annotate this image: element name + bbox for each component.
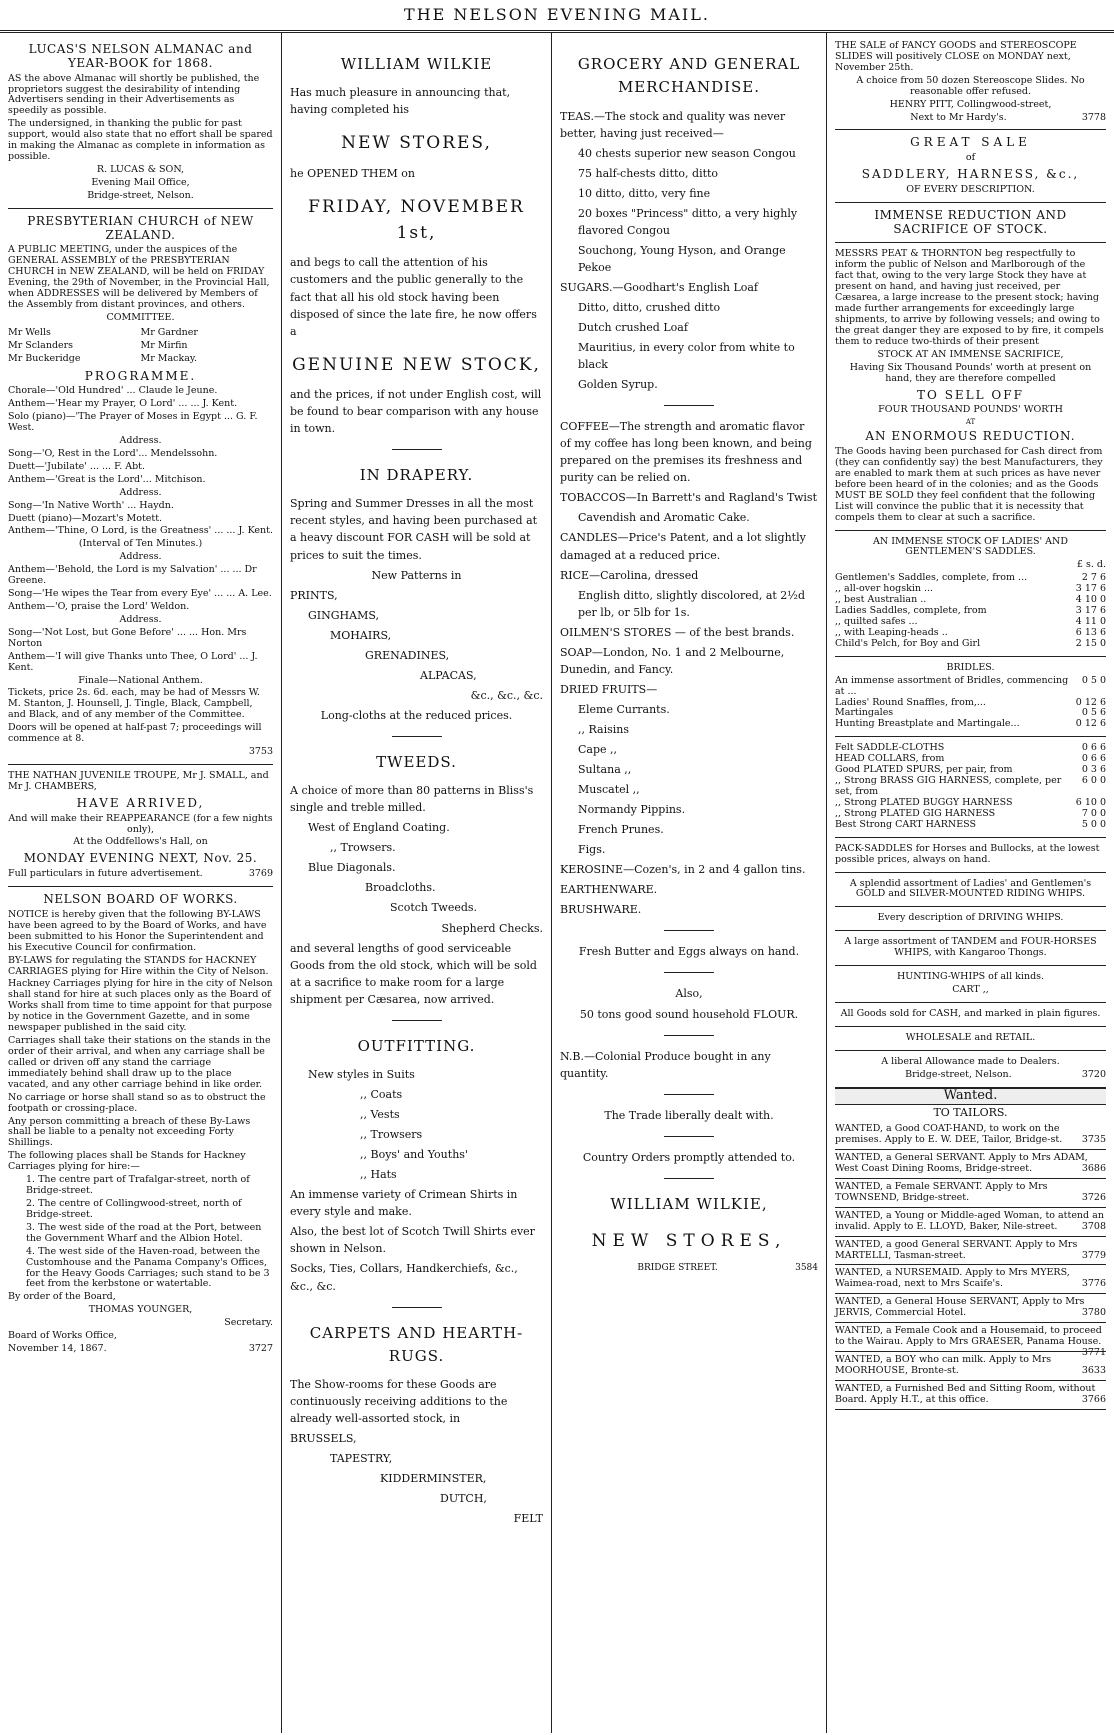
divider <box>835 930 1106 931</box>
fruit-item: French Prunes. <box>578 823 664 837</box>
wilkie-p2: he OPENED THEM on <box>290 166 415 180</box>
wilkie-address: BRIDGE STREET. <box>637 1263 718 1274</box>
every-description: OF EVERY DESCRIPTION. <box>906 183 1035 195</box>
divider <box>835 202 1106 203</box>
wanted-ad-text: WANTED, a Young or Middle-aged Woman, to attend an invalid. Apply to E. LLOYD, Baker, Nile-street. <box>835 1209 1104 1232</box>
brushware-text: BRUSHWARE. <box>560 903 642 917</box>
also-text: Also, <box>675 987 703 1001</box>
doors-note: Doors will be opened at half-past 7; proceedings will commence at 8. <box>8 722 262 745</box>
teas-heading: TEAS.—The stock and quality was never better, having just received— <box>560 109 786 140</box>
fancy-goods-p1: THE SALE of FANCY GOODS and STEREOSCOPE SLIDES will positively CLOSE on MONDAY next, November 25th. <box>835 40 1077 73</box>
programme-item: Anthem—'Behold, the Lord is my Salvation' ... ... Dr Greene. <box>8 564 257 587</box>
address-label: Address. <box>119 613 162 625</box>
carpets-item: TAPESTRY, <box>330 1452 393 1466</box>
wanted-ad-text: WANTED, a General SERVANT. Apply to Mrs ADAM, West Coast Dining Rooms, Bridge-street. <box>835 1152 1088 1175</box>
rice-item: English ditto, slightly discolored, at 2½d per lb, or 5lb for 1s. <box>578 588 805 619</box>
currency-header: £ s. d. <box>1076 559 1106 571</box>
soap-text: SOAP—London, No. 1 and 2 Melbourne, Dunedin, and Fancy. <box>560 645 785 676</box>
divider <box>664 930 714 931</box>
tweeds-item: Broadcloths. <box>365 881 436 895</box>
riding-whips-text: A splendid assortment of Ladies' and Gentlemen's GOLD and SILVER-MOUNTED RIDING WHIPS. <box>849 877 1092 900</box>
item-price: 6 13 6 <box>1075 626 1106 638</box>
ad-number: 3769 <box>248 868 273 880</box>
board-works-p4: Carriages shall take their stations on the stands in the order of their arrival, and when any carriage shall be called or driven off any stand the carriage immediately behind shall draw up to the place vacated, and any other carriage behind in like order. <box>8 1035 271 1090</box>
masthead: THE NELSON EVENING MAIL. <box>0 0 1114 33</box>
address-label: Address. <box>119 486 162 498</box>
ad-number: 3780 <box>1081 1307 1106 1319</box>
stand-item: 2. The centre of Collingwood-street, north of Bridge-street. <box>26 1197 242 1220</box>
bridles-list <box>835 676 1106 731</box>
divider <box>664 1035 714 1036</box>
address-label: Address. <box>119 435 162 447</box>
item-label: ,, with Leaping-heads .. <box>835 626 948 638</box>
wanted-ad <box>835 1352 1106 1381</box>
tea-item: 10 ditto, ditto, very fine <box>578 186 711 200</box>
ad-number: 3720 <box>1081 1068 1106 1080</box>
board-works-sig1: THOMAS YOUNGER, <box>88 1304 193 1316</box>
allowance-text: A liberal Allowance made to Dealers. <box>881 1055 1060 1067</box>
ad-number: 3779 <box>1081 1249 1106 1261</box>
flour-text: 50 tons good sound household FLOUR. <box>579 1007 799 1021</box>
bridles-heading: BRIDLES. <box>946 661 995 673</box>
harness-list <box>835 743 1106 830</box>
at-label: AT <box>965 418 976 427</box>
item-label: Martingales <box>835 707 894 719</box>
wilkie-p4: and the prices, if not under English cost, will be found to bear comparison with any house in town. <box>290 388 542 436</box>
tweeds-item: Blue Diagonals. <box>308 861 396 875</box>
committee-member: Mr Mirfin <box>140 339 188 351</box>
carpets-item: DUTCH, <box>440 1492 487 1506</box>
wanted-ad-text: WANTED, a General House SERVANT, Apply to Mrs JERVIS, Commercial Hotel. <box>835 1296 1085 1319</box>
tobacco-item: Cavendish and Aromatic Cake. <box>578 511 750 525</box>
item-price: 3 17 6 <box>1075 583 1106 595</box>
nb-text: N.B.—Colonial Produce bought in any quantity. <box>560 1049 771 1080</box>
butter-text: Fresh Butter and Eggs always on hand. <box>578 945 800 959</box>
sugar-item: Golden Syrup. <box>578 378 658 392</box>
troupe-p5: Full particulars in future advertisement. <box>8 868 203 880</box>
tea-item: 40 chests superior new season Congou <box>578 146 796 160</box>
programme-item: Song—'O, Rest in the Lord'... Mendelssohn. <box>8 447 218 459</box>
item-price: 2 7 6 <box>1081 572 1106 584</box>
committee-member: Mr Sclanders <box>8 339 74 351</box>
wilkie-p3: and begs to call the attention of his customers and the public generally to the fact that all his old stock having been disposed of since the late fire, he now offers a <box>290 256 537 338</box>
pack-saddles-text: PACK-SADDLES for Horses and Bullocks, at the lowest possible prices, always on hand. <box>835 842 1100 865</box>
wanted-ad <box>835 1208 1106 1237</box>
item-price: 6 0 0 <box>1081 775 1106 787</box>
item-price: 0 12 6 <box>1075 696 1106 708</box>
sugars-heading: SUGARS.—Goodhart's English Loaf <box>560 280 758 294</box>
sugar-item: Mauritius, in every color from white to black <box>578 341 795 372</box>
almanac-title: LUCAS'S NELSON ALMANAC and YEAR-BOOK for 1868. <box>28 42 253 70</box>
fruit-item: ,, Raisins <box>578 722 629 736</box>
tandem-whips-text: A large assortment of TANDEM and FOUR-HORSES WHIPS, with Kangaroo Thongs. <box>844 936 1097 959</box>
ad-number: 3708 <box>1081 1220 1106 1232</box>
peat-thornton-p2: Having Six Thousand Pounds' worth at present on hand, they are therefore compelled <box>849 361 1092 384</box>
board-works-p8: By order of the Board, <box>8 1291 116 1303</box>
board-works-title: NELSON BOARD OF WORKS. <box>43 892 238 907</box>
ad-number: 3686 <box>1081 1163 1106 1175</box>
fruit-item: Normandy Pippins. <box>578 803 686 817</box>
item-label: Hunting Breastplate and Martingale... <box>835 718 1020 730</box>
trade-text: The Trade liberally dealt with. <box>604 1108 774 1122</box>
wanted-ad-text: WANTED, a Furnished Bed and Sitting Room, without Board. Apply H.T., at this office. <box>835 1382 1096 1405</box>
peat-thornton-p3: The Goods having been purchased for Cash direct from (they can confidently say) the best Manufacturers, they are enabled to mark them at such prices as have never before been heard of in the colonies; and as the Goods MUST BE SOLD they feel confident that the following List will convince the public that it is necessity that compels them to clear at such a sacrifice. <box>835 446 1103 523</box>
ad-number: 3771 <box>1081 1347 1106 1358</box>
divider <box>835 872 1106 873</box>
divider <box>664 972 714 973</box>
divider <box>835 1050 1106 1051</box>
coffee-text: COFFEE—The strength and aromatic flavor of my coffee has long been known, and being prepared on the premises its freshness and purity can be relied on. <box>560 420 812 485</box>
wilkie-date-heading: FRIDAY, NOVEMBER 1st, <box>308 196 525 244</box>
item-price: 3 17 6 <box>1075 605 1106 617</box>
item-price: 0 5 0 <box>1081 674 1106 686</box>
drapery-item: ALPACAS, <box>420 668 477 682</box>
column-3 <box>552 33 827 1733</box>
item-label: Child's Pelch, for Boy and Girl <box>835 637 981 649</box>
tweeds-item: Scotch Tweeds. <box>390 901 478 915</box>
drapery-item: GRENADINES, <box>365 648 450 662</box>
programme-item: Anthem—'Thine, O Lord, is the Greatness' ... ... J. Kent. <box>8 525 273 537</box>
great-sale-heading: GREAT SALE <box>910 135 1031 150</box>
item-label: Good PLATED SPURS, per pair, from <box>835 764 1013 776</box>
wanted-ads-list <box>835 1121 1106 1409</box>
driving-whips-text: Every description of DRIVING WHIPS. <box>877 912 1064 924</box>
board-works-p3: Hackney Carriages plying for hire in the city of Nelson shall stand for hire at such places only as the Board of Works shall from time to time appoint for that purpose by notice in the Government Gazette, and in some newspaper published in the said city. <box>8 978 273 1034</box>
item-price: 0 6 6 <box>1081 753 1106 765</box>
wanted-ad <box>835 1121 1106 1150</box>
divider <box>835 530 1106 531</box>
committee-member: Mr Mackay. <box>140 352 198 364</box>
peat-address: Bridge-street, Nelson. <box>905 1068 1012 1080</box>
divider <box>392 1020 442 1021</box>
fancy-goods-p3: HENRY PITT, Collingwood-street, <box>889 98 1052 110</box>
reduction-heading: IMMENSE REDUCTION AND SACRIFICE OF STOCK. <box>874 207 1067 236</box>
ad-number: 3766 <box>1081 1393 1106 1405</box>
item-price: 7 0 0 <box>1081 807 1106 819</box>
outfitting-item: ,, Vests <box>360 1108 400 1122</box>
page-columns <box>0 33 1114 1733</box>
programme-item: Song—'Not Lost, but Gone Before' ... ... Hon. Mrs Norton <box>8 626 247 649</box>
carpets-item: FELT <box>513 1512 543 1526</box>
divider <box>835 837 1106 838</box>
grocery-title: GROCERY AND GENERAL MERCHANDISE. <box>577 55 801 97</box>
troupe-p2: And will make their REAPPEARANCE (for a few nights only), <box>8 812 273 835</box>
four-thousand-heading: FOUR THOUSAND POUNDS' WORTH <box>878 404 1063 416</box>
column-4 <box>827 33 1114 1733</box>
saddles-list <box>835 573 1106 649</box>
board-works-sig2: Secretary. <box>224 1317 273 1329</box>
peat-thornton-p1: MESSRS PEAT & THORNTON beg respectfully to inform the public of Nelson and Marlborough of the fact that, owing to the very large Stock they have at present on hand, and having just received, per Cæsarea, a large increase to the present stock; having made further arrangements for exceedingly large shipments, to arrive by following vessels; and owing to the great danger they are exposed to by fire, it compels them to reduce two-thirds of their present <box>835 248 1104 347</box>
carpets-item: KIDDERMINSTER, <box>380 1472 487 1486</box>
wanted-ad <box>835 1265 1106 1294</box>
wanted-ad-text: WANTED, a Female Cook and a Housemaid, to proceed to the Wairau. Apply to Mrs GRAESER, Panama House. <box>835 1325 1102 1348</box>
tobacco-text: TOBACCOS—In Barrett's and Ragland's Twist <box>560 491 817 505</box>
outfitting-item: ,, Coats <box>360 1088 403 1102</box>
item-label: Gentlemen's Saddles, complete, from ... <box>835 572 1028 584</box>
programme-item: Anthem—'O, praise the Lord' Weldon. <box>8 601 190 613</box>
item-price: 5 0 0 <box>1081 818 1106 830</box>
tea-item: 20 boxes "Princess" ditto, a very highly flavored Congou <box>578 206 798 237</box>
outfitting-heading: OUTFITTING. <box>357 1036 476 1055</box>
item-label: Ladies' Round Snaffles, from,... <box>835 696 986 708</box>
fruit-item: Sultana ,, <box>578 763 632 777</box>
divider <box>664 1136 714 1137</box>
programme-item: Anthem—'I will give Thanks unto Thee, O Lord' ... J. Kent. <box>8 650 258 673</box>
wilkie-new-stores: NEW STORES, <box>341 133 492 154</box>
programme-item: Song—'He wipes the Tear from every Eye' ... ... A. Lee. <box>8 588 272 600</box>
rice-text: RICE—Carolina, dressed <box>560 568 699 582</box>
oilmen-text: OILMEN'S STORES — of the best brands. <box>560 625 795 639</box>
tweeds-item: West of England Coating. <box>308 821 450 835</box>
cart-whips-text: CART ,, <box>952 984 989 996</box>
item-label: ,, all-over hogskin ... <box>835 583 934 595</box>
wilkie-title: WILLIAM WILKIE <box>340 55 493 73</box>
committee-member: Mr Buckeridge <box>8 352 81 364</box>
divider <box>392 1307 442 1308</box>
tweeds-heading: TWEEDS. <box>376 752 457 771</box>
divider <box>8 764 273 765</box>
tweeds-item: ,, Trowsers. <box>330 841 396 855</box>
troupe-date: MONDAY EVENING NEXT, Nov. 25. <box>23 851 258 866</box>
outfitting-p2: Also, the best lot of Scotch Twill Shirts ever shown in Nelson. <box>290 1225 535 1256</box>
ad-number: 3753 <box>248 746 273 758</box>
wanted-heading: Wanted. <box>835 1087 1106 1105</box>
committee-heading: COMMITTEE. <box>106 311 175 323</box>
divider <box>835 965 1106 966</box>
outfitting-item: ,, Boys' and Youths' <box>360 1148 468 1162</box>
drapery-item: PRINTS, <box>290 588 338 602</box>
divider <box>835 906 1106 907</box>
outfitting-item: New styles in Suits <box>308 1068 415 1082</box>
troupe-heading: HAVE ARRIVED, <box>76 795 205 810</box>
item-label: Felt SADDLE-CLOTHS <box>835 742 945 754</box>
item-label: ,, Strong PLATED GIG HARNESS <box>835 807 996 819</box>
harness-row <box>835 776 1106 798</box>
interval-note: (Interval of Ten Minutes.) <box>78 538 203 550</box>
ad-number: 3727 <box>248 1343 273 1355</box>
column-2 <box>282 33 552 1733</box>
dried-fruits-heading: DRIED FRUITS— <box>560 682 658 696</box>
wilkie-new-stores-sig: NEW STORES, <box>591 1231 787 1251</box>
divider <box>835 1026 1106 1027</box>
item-label: ,, Strong PLATED BUGGY HARNESS <box>835 796 1013 808</box>
sell-off-heading: TO SELL OFF <box>917 387 1024 402</box>
board-works-date: November 14, 1867. <box>8 1343 107 1355</box>
tickets-note: Tickets, price 2s. 6d. each, may be had of Messrs W. M. Stanton, J. Hounsell, J. Tingle, Black, Campbell, and Black, and of any member of the Committee. <box>8 687 260 721</box>
drapery-item: GINGHAMS, <box>308 608 379 622</box>
carpets-item: BRUSSELS, <box>290 1432 357 1446</box>
carpets-p1: The Show-rooms for these Goods are continuously receiving additions to the already well-assorted stock, in <box>290 1378 508 1426</box>
drapery-item: &c., &c., &c. <box>470 688 543 702</box>
cash-text: All Goods sold for CASH, and marked in plain figures. <box>840 1007 1101 1019</box>
tea-item: Souchong, Young Hyson, and Orange Pekoe <box>578 243 786 274</box>
kerosine-text: KEROSINE—Cozen's, in 2 and 4 gallon tins. <box>560 863 806 877</box>
wanted-ad <box>835 1381 1106 1410</box>
item-label: Best Strong CART HARNESS <box>835 818 976 830</box>
board-works-p7: The following places shall be Stands for Hackney Carriages plying for hire:— <box>8 1150 246 1173</box>
committee-list <box>8 326 273 367</box>
outfitting-item: ,, Hats <box>360 1168 397 1182</box>
presbyterian-p1: A PUBLIC MEETING, under the auspices of the GENERAL ASSEMBLY of the PRESBYTERIAN CHURCH in NEW ZEALAND, will be held on FRIDAY Evening, the 29th of November, in the Provincial Hall, when ADDRESSES will be delivered by Members of the Assembly from distant provinces, and others. <box>8 244 270 310</box>
item-price: 4 10 0 <box>1075 594 1106 606</box>
ad-number: 3776 <box>1081 1278 1106 1290</box>
item-price: 2 15 0 <box>1075 637 1106 649</box>
divider <box>8 886 273 887</box>
programme-item: Chorale—'Old Hundred' ... Claude le Jeune. <box>8 385 218 397</box>
almanac-sig3: Bridge-street, Nelson. <box>87 189 194 201</box>
saddle-row <box>835 639 1106 650</box>
almanac-sig1: R. LUCAS & SON, <box>96 163 185 175</box>
fruit-item: Figs. <box>578 843 606 857</box>
great-sale-of: of <box>965 152 976 164</box>
divider <box>835 656 1106 657</box>
bridle-row <box>835 676 1106 698</box>
divider <box>392 449 442 450</box>
divider <box>835 736 1106 737</box>
fruit-item: Cape ,, <box>578 743 618 756</box>
board-works-p2: BY-LAWS for regulating the STANDS for HACKNEY CARRIAGES plying for Hire within the City of Nelson. <box>8 954 269 977</box>
divider <box>835 129 1106 130</box>
item-label: HEAD COLLARS, from <box>835 753 945 765</box>
wanted-ad <box>835 1323 1106 1358</box>
fruit-item: Eleme Currants. <box>578 702 670 716</box>
committee-member: Mr Gardner <box>140 326 198 338</box>
saddles-heading: AN IMMENSE STOCK OF LADIES' AND GENTLEMEN'S SADDLES. <box>873 535 1068 558</box>
wanted-ad-text: WANTED, a Female SERVANT. Apply to Mrs TOWNSEND, Bridge-street. <box>835 1180 1048 1203</box>
ad-number: 3633 <box>1081 1364 1106 1376</box>
programme-item: Duett—'Jubilate' ... ... F. Abt. <box>8 460 146 472</box>
item-price: 0 3 6 <box>1081 764 1106 776</box>
divider <box>664 1094 714 1095</box>
ad-number: 3778 <box>1081 111 1106 123</box>
wanted-ad <box>835 1237 1106 1266</box>
fancy-goods-p2: A choice from 50 dozen Stereoscope Slides. No reasonable offer refused. <box>856 74 1085 97</box>
board-works-p1: NOTICE is hereby given that the following BY-LAWS have been agreed to by the Board of Works, and have been submitted to his Honor the Superintendent and his Executive Council for confirmation. <box>8 908 267 953</box>
wanted-ad <box>835 1294 1106 1323</box>
address-label: Address. <box>119 551 162 563</box>
outfitting-p1: An immense variety of Crimean Shirts in every style and make. <box>290 1188 518 1219</box>
item-price: 4 11 0 <box>1075 616 1106 628</box>
bridle-row <box>835 719 1106 730</box>
enormous-reduction-heading: AN ENORMOUS REDUCTION. <box>865 429 1076 444</box>
hunting-whips-text: HUNTING-WHIPS of all kinds. <box>896 971 1045 983</box>
almanac-p1: AS the above Almanac will shortly be published, the proprietors suggest the desirability of intending Advertisers sending in their Advertisements as speedily as possible. <box>8 72 260 117</box>
column-1 <box>0 33 282 1733</box>
fruit-item: Muscatel ,, <box>578 783 640 797</box>
divider <box>392 736 442 737</box>
fancy-goods-p4: Next to Mr Hardy's. <box>910 111 1007 123</box>
tweeds-p1: A choice of more than 80 patterns in Bliss's single and treble milled. <box>290 784 534 815</box>
board-works-p6: Any person committing a breach of these By-Laws shall be liable to a penalty not exceeding Forty Shillings. <box>8 1115 251 1149</box>
divider <box>664 405 714 406</box>
item-label: An immense assortment of Bridles, commencing at ... <box>835 674 1069 697</box>
drapery-heading: IN DRAPERY. <box>359 466 474 485</box>
finale: Finale—National Anthem. <box>78 674 203 686</box>
sugar-item: Dutch crushed Loaf <box>578 321 688 335</box>
drapery-p1: Spring and Summer Dresses in all the most recent styles, and having been purchased at a heavy discount FOR CASH will be sold at prices to suit the times. <box>290 497 538 562</box>
earthenware-text: EARTHENWARE. <box>560 883 658 897</box>
committee-member: Mr Wells <box>8 326 51 338</box>
almanac-sig2: Evening Mail Office, <box>91 176 190 188</box>
divider <box>8 208 273 209</box>
ad-number: 3735 <box>1081 1134 1106 1146</box>
item-label: ,, Strong BRASS GIG HARNESS, complete, per set, from <box>835 775 1062 797</box>
tailors-heading: TO TAILORS. <box>933 1105 1008 1119</box>
carpets-heading: CARPETS AND HEARTH-RUGS. <box>309 1323 524 1365</box>
drapery-item: MOHAIRS, <box>330 628 392 642</box>
harness-row <box>835 820 1106 831</box>
board-works-p5: No carriage or horse shall stand so as to obstruct the footpath or crossing-place. <box>8 1091 266 1114</box>
outfitting-item: ,, Trowsers <box>360 1128 423 1142</box>
almanac-p2: The undersigned, in thanking the public for past support, would also state that no effort shall be spared in making the Almanac as complete in information as possible. <box>8 118 273 163</box>
troupe-p1: THE NATHAN JUVENILE TROUPE, Mr J. SMALL, and Mr J. CHAMBERS, <box>8 770 269 792</box>
item-label: ,, best Australian .. <box>835 594 927 606</box>
wanted-ad-text: WANTED, a good General SERVANT. Apply to Mrs MARTELLI, Tasman-street. <box>835 1238 1078 1261</box>
wilkie-p1: Has much pleasure in announcing that, having completed his <box>290 86 511 117</box>
wanted-ad <box>835 1179 1106 1208</box>
wanted-ad-text: WANTED, a Good COAT-HAND, to work on the premises. Apply to E. W. DEE, Tailor, Bridge-st. <box>835 1123 1063 1146</box>
sacrifice-heading: STOCK AT AN IMMENSE SACRIFICE, <box>877 348 1064 360</box>
programme-item: Anthem—'Hear my Prayer, O Lord' ... ... J. Kent. <box>8 398 238 410</box>
stand-item: 1. The centre part of Trafalgar-street, north of Bridge-street. <box>26 1174 250 1197</box>
item-price: 6 10 0 <box>1075 796 1106 808</box>
wilkie-genuine-stock: GENUINE NEW STOCK, <box>292 354 541 375</box>
board-works-office: Board of Works Office, <box>8 1330 117 1342</box>
programme-item: Duett (piano)—Mozart's Motett. <box>8 512 163 524</box>
item-price: 0 12 6 <box>1075 718 1106 730</box>
ad-number: 3584 <box>795 1263 818 1274</box>
wanted-ad <box>835 1150 1106 1179</box>
item-price: 0 6 6 <box>1081 742 1106 754</box>
troupe-p3: At the Oddfellows's Hall, on <box>73 836 208 848</box>
divider <box>835 242 1106 243</box>
tweeds-p2: and several lengths of good serviceable Goods from the old stock, which will be sold at a sacrifice to make room for a large shipment per Cæsarea, now arrived. <box>290 941 537 1006</box>
presbyterian-title: PRESBYTERIAN CHURCH of NEW ZEALAND. <box>27 213 254 242</box>
wholesale-text: WHOLESALE and RETAIL. <box>905 1031 1036 1043</box>
country-text: Country Orders promptly attended to. <box>582 1150 796 1164</box>
ad-number: 3726 <box>1081 1191 1106 1203</box>
item-label: ,, quilted safes ... <box>835 616 918 628</box>
wilkie-signature: WILLIAM WILKIE, <box>610 1194 768 1213</box>
programme-item: Solo (piano)—'The Prayer of Moses in Egypt ... G. F. West. <box>8 411 258 434</box>
programme-item: Song—'In Native Worth' ... Haydn. <box>8 499 174 511</box>
drapery-p2: New Patterns in <box>371 568 462 582</box>
item-label: Ladies Saddles, complete, from <box>835 605 987 617</box>
stand-item: 4. The west side of the Haven-road, between the Customhouse and the Panama Company's Offices, for the Heavy Goods Carriages; such stand to be 3 feet from the kerbstone or watertable. <box>26 1245 270 1290</box>
sugar-item: Ditto, ditto, crushed ditto <box>578 300 721 314</box>
tea-item: 75 half-chests ditto, ditto <box>578 166 719 180</box>
programme-item: Anthem—'Great is the Lord'... Mitchison. <box>8 473 206 485</box>
tweeds-item: Shepherd Checks. <box>441 921 543 935</box>
saddlery-heading: SADDLERY, HARNESS, &c., <box>861 167 1080 182</box>
candles-text: CANDLES—Price's Patent, and a lot slightly damaged at a reduced price. <box>560 531 806 562</box>
divider <box>664 1178 714 1179</box>
programme-heading: PROGRAMME. <box>84 368 197 383</box>
divider <box>835 1002 1106 1003</box>
wanted-ad-text: WANTED, a BOY who can milk. Apply to Mrs MOORHOUSE, Bronte-st. <box>835 1354 1052 1376</box>
wanted-ad-text: WANTED, a NURSEMAID. Apply to Mrs MYERS, Waimea-road, next to Mrs Scaife's. <box>835 1267 1070 1290</box>
outfitting-p3: Socks, Ties, Collars, Handkerchiefs, &c., &c., &c. <box>290 1262 518 1293</box>
item-price: 0 5 6 <box>1081 707 1106 719</box>
drapery-p3: Long-cloths at the reduced prices. <box>320 708 513 722</box>
stand-item: 3. The west side of the road at the Port, between the Government Wharf and the Albion Hotel. <box>26 1221 262 1244</box>
